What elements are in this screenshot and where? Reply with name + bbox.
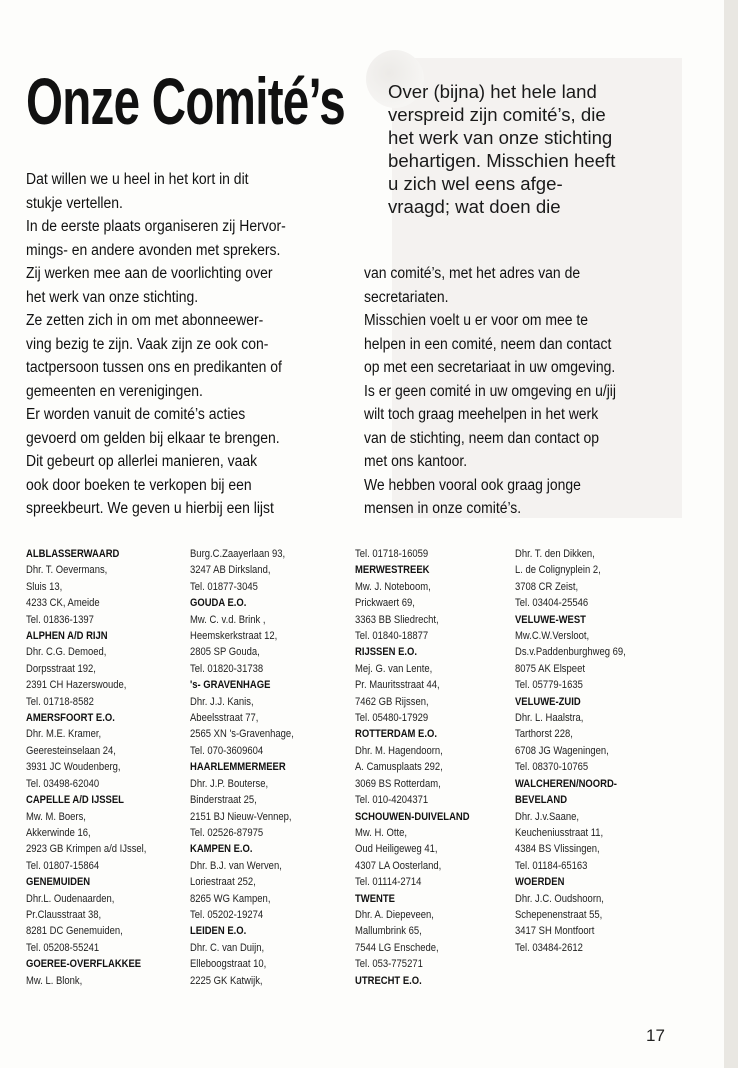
address-line: Dhr. C.G. Demoed, [26,646,107,659]
address-line: Mej. G. van Lente, [355,662,433,675]
body-line [26,450,356,474]
address-line: Dhr. J.P. Bouterse, [190,777,269,790]
address-line: 7462 GB Rijssen, [355,695,429,708]
committee-name: RIJSSEN E.O. [355,646,418,659]
address-line: Geeresteinselaan 24, [26,744,116,757]
address-line: Tel. 05208-55241 [26,941,100,954]
body-line-text: helpen in een comité, neem dan contact [364,335,612,353]
body-line [26,497,356,521]
body-line [364,450,694,474]
body-line-text: In de eerste plaats organiseren zij Hervor- [26,218,286,235]
body-line [364,356,694,380]
address-line: Tel. 01877-3045 [190,580,258,593]
address-line: Tel. 05779-1635 [515,679,583,692]
address-line: Tel. 01820-31738 [190,662,264,675]
committee-name: MERWESTREEK [355,564,430,577]
committee-name: GOUDA E.O. [190,597,247,610]
committee-name: ALBLASSERWAARD [26,548,120,560]
body-line-text: spreekbeurt. We geven u hierbij een lijst [26,500,274,517]
address-line: Burg.C.Zaayerlaan 93, [190,548,286,560]
body-line [364,403,694,427]
body-line-text: secretariaten. [364,288,449,306]
address-line: Tel. 05480-17929 [355,712,429,725]
body-line-text: ving bezig te zijn. Vaak zijn ze ook con- [26,335,269,353]
body-line-text: mings- en andere avonden met sprekers. [26,241,281,259]
address-line: Mw. M. Boers, [26,810,86,823]
body-line-text: Is er geen comité in uw omgeving en u/jij [364,382,617,400]
address-line: 3363 BB Sliedrecht, [355,613,439,626]
committee-name: 's- GRAVENHAGE [190,679,271,692]
body-line-text: van comité’s, met het adres van de [364,265,581,282]
address-line: Elleboogstraat 10, [190,958,267,971]
intro-line: het werk van onze stichting [388,127,613,148]
address-line: Schepenenstraat 55, [515,908,603,921]
body-line [364,427,694,451]
address-line: 3247 AB Dirksland, [190,564,271,577]
body-column-right [364,262,694,521]
body-line-text: Er worden vanuit de comité’s acties [26,406,246,423]
intro-line: behartigen. Misschien heeft [388,150,616,171]
committee-name: KAMPEN E.O. [190,843,253,856]
body-line-text: van de stichting, neem dan contact op [364,429,599,447]
address-line: 7544 LG Enschede, [355,941,439,954]
address-line: Tarthorst 228, [515,728,573,741]
body-line-text: gemeenten en verenigingen. [26,382,203,400]
address-line: Tel. 01840-18877 [355,630,429,643]
body-line [26,356,356,380]
address-line: Tel. 03498-62040 [26,777,100,790]
address-line: Tel. 03484-2612 [515,941,583,954]
address-line: Mw. J. Noteboom, [355,580,431,593]
body-line [364,497,694,521]
address-line: 4384 BS Vlissingen, [515,843,600,856]
intro-line: verspreid zijn comité’s, die [388,104,606,125]
address-line: Dhr. A. Diepeveen, [355,908,434,921]
committee-name: ALPHEN A/D RIJN [26,630,108,643]
address-line: 6708 JG Wageningen, [515,744,609,757]
body-line [364,380,694,404]
address-line: Pr.Clausstraat 38, [26,908,102,921]
address-line: Ds.v.Paddenburghweg 69, [515,646,626,659]
committee-name: WOERDEN [515,876,565,889]
address-line: 2805 SP Gouda, [190,646,260,659]
address-line: Tel. 01836-1397 [26,613,94,626]
address-line: Dhr. M.E. Kramer, [26,728,102,741]
address-line: Akkerwinde 16, [26,826,91,839]
body-line [26,474,356,498]
address-line: Dhr. T. Oevermans, [26,564,108,577]
intro-line: u zich wel eens afge- [388,173,563,194]
address-line: Tel. 01718-16059 [355,548,429,560]
address-line: Pr. Mauritsstraat 44, [355,679,440,692]
body-line-text: Misschien voelt u er voor om mee te [364,312,589,329]
address-line: 3417 SH Montfoort [515,925,595,938]
intro-line: Over (bijna) het hele land [388,81,597,102]
body-line-text: Dit gebeurt op allerlei manieren, vaak [26,453,258,470]
intro-paragraph [388,80,708,218]
body-line [364,333,694,357]
committee-name: CAPELLE A/D IJSSEL [26,794,124,807]
address-line: Mw. C. v.d. Brink , [190,613,266,626]
committee-name: LEIDEN E.O. [190,925,247,938]
body-line [26,333,356,357]
page-number: 17 [646,1026,665,1045]
directory-column-2 [190,546,311,989]
body-line-text: We hebben vooral ook graag jonge [364,476,581,494]
address-line: 8281 DC Genemuiden, [26,925,123,938]
body-line [364,474,694,498]
body-line [26,403,356,427]
address-line: Tel. 053-775271 [355,958,423,971]
body-column-left [26,168,356,521]
address-line: Dhr.L. Oudenaarden, [26,892,115,905]
address-line: Prickwaert 69, [355,597,415,610]
address-line: Mallumbrink 65, [355,925,422,938]
committee-name: BEVELAND [515,794,568,807]
address-line: L. de Colignyplein 2, [515,564,601,577]
address-line: Keucheniusstraat 11, [515,826,604,839]
address-line: 3069 BS Rotterdam, [355,777,441,790]
body-line-text: wilt toch graag meehelpen in het werk [364,406,599,423]
address-line: 2391 CH Hazerswoude, [26,679,127,692]
body-line [26,192,356,216]
address-line: Tel. 01184-65163 [515,859,588,872]
address-line: Mw. L. Blonk, [26,974,83,987]
address-line: 2565 XN 's-Gravenhage, [190,728,294,741]
address-line: Dhr. C. van Duijn, [190,941,265,954]
body-line-text: stukje vertellen. [26,194,123,212]
body-line-text: ook door boeken te verkopen bij een [26,476,252,494]
body-line [26,286,356,310]
address-line: 2923 GB Krimpen a/d IJssel, [26,843,147,856]
committee-name: SCHOUWEN-DUIVELAND [355,810,470,823]
address-line: Sluis 13, [26,580,63,593]
address-line: 3708 CR Zeist, [515,580,579,593]
committee-name: HAARLEMMERMEER [190,761,286,774]
body-line-text: Dat willen we u heel in het kort in dit [26,171,249,188]
body-line-text: het werk van onze stichting. [26,288,199,306]
directory-column-3 [355,546,488,989]
committee-name: WALCHEREN/NOORD- [515,777,617,790]
address-line: Tel. 070-3609604 [190,744,264,757]
address-line: 2225 GK Katwijk, [190,974,263,987]
committee-name: GOEREE-OVERFLAKKEE [26,958,142,971]
address-line: Dhr. L. Haalstra, [515,712,584,725]
address-line: Dhr. J.J. Kanis, [190,695,254,708]
body-line [364,309,694,333]
address-line: Tel. 03404-25546 [515,597,589,610]
address-line: 8265 WG Kampen, [190,892,271,905]
address-line: Dhr. B.J. van Werven, [190,859,282,872]
committee-name: UTRECHT E.O. [355,974,422,987]
directory-column-1 [26,546,166,989]
body-line-text: tactpersoon tussen ons en predikanten of [26,359,282,376]
address-line: Tel. 08370-10765 [515,761,589,774]
address-line: Heemskerkstraat 12, [190,630,278,643]
address-line: Dhr. T. den Dikken, [515,548,595,560]
address-line: Binderstraat 25, [190,794,257,807]
committee-name: AMERSFOORT E.O. [26,712,115,725]
body-line [364,286,694,310]
address-line: Tel. 05202-19274 [190,908,264,921]
address-line: Abeelsstraat 77, [190,712,259,725]
body-line-text: op met een secretariaat in uw omgeving. [364,359,616,376]
committee-name: VELUWE-ZUID [515,695,581,708]
intro-line: vraagd; wat doen die [388,196,561,217]
address-line: Dhr. J.C. Oudshoorn, [515,892,604,905]
body-line [26,427,356,451]
address-line: Tel. 01807-15864 [26,859,100,872]
address-line: 2151 BJ Nieuw-Vennep, [190,810,292,823]
page-title: Onze Comité’s [26,64,345,138]
address-line: Tel. 010-4204371 [355,794,429,807]
body-line [26,262,356,286]
address-line: Mw.C.W.Versloot, [515,630,590,643]
body-line [26,215,356,239]
address-line: Tel. 01114-2714 [355,876,422,889]
committee-name: VELUWE-WEST [515,613,586,626]
body-line [26,239,356,263]
committee-name: ROTTERDAM E.O. [355,728,437,741]
body-line-text: gevoerd om gelden bij elkaar te brengen. [26,429,280,447]
address-line: 4307 LA Oosterland, [355,859,442,872]
body-line-text: Ze zetten zich in om met abonneewer- [26,312,264,329]
committee-name: TWENTE [355,892,395,905]
committee-name: GENEMUIDEN [26,876,91,889]
address-line: A. Camusplaats 292, [355,761,443,774]
address-line: Dorpsstraat 192, [26,662,96,675]
address-line: Dhr. M. Hagendoorn, [355,744,443,757]
body-line-text: Zij werken mee aan de voorlichting over [26,265,273,282]
address-line: 8075 AK Elspeet [515,662,585,675]
body-line [26,309,356,333]
address-line: Mw. H. Otte, [355,826,408,839]
address-line: Tel. 02526-87975 [190,826,264,839]
address-line: 3931 JC Woudenberg, [26,761,121,774]
body-line [26,380,356,404]
body-line [364,262,694,286]
address-line: Tel. 01718-8582 [26,695,94,708]
address-line: Loriestraat 252, [190,876,256,889]
address-line: 4233 CK, Ameide [26,597,100,610]
address-line: Dhr. J.v.Saane, [515,810,579,823]
body-line [26,168,356,192]
address-line: Oud Heiligeweg 41, [355,843,438,856]
body-line-text: met ons kantoor. [364,453,468,470]
directory-column-4 [515,546,644,956]
body-line-text: mensen in onze comité’s. [364,500,522,517]
